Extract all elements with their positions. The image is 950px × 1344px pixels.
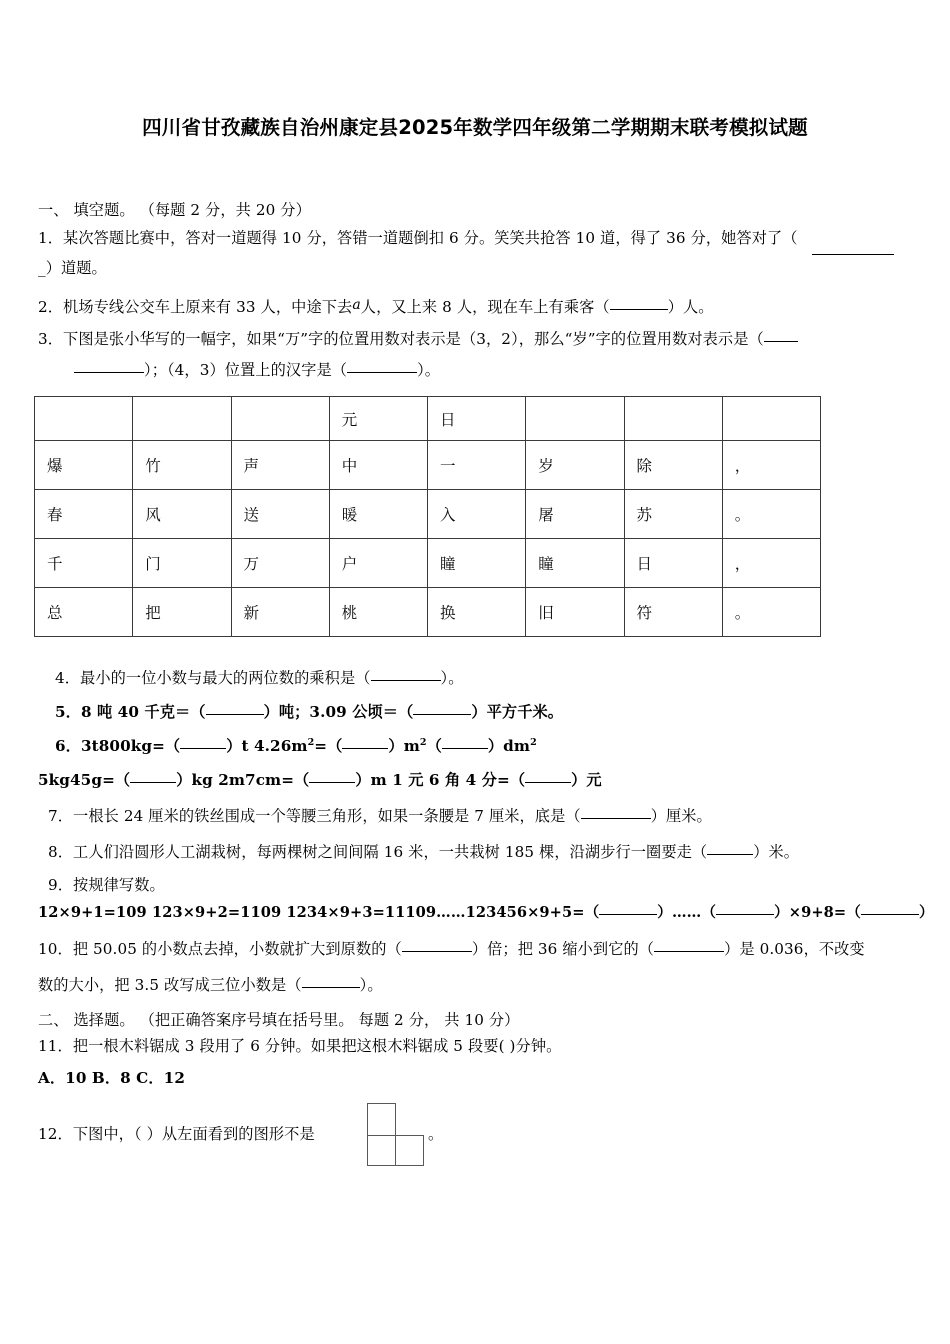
question-6-text-j: ）元 bbox=[571, 771, 602, 789]
question-2-tail: ）人。 bbox=[667, 298, 714, 316]
question-6-text-b: ）t 4.26m bbox=[226, 737, 308, 755]
question-10-text-c: ）是 0.036，不改变 bbox=[724, 940, 865, 958]
question-6-blank-e[interactable] bbox=[309, 771, 355, 783]
question-4-post: ）。 bbox=[440, 669, 464, 687]
question-6-line-1 bbox=[55, 736, 537, 756]
poem-character-grid bbox=[34, 396, 821, 637]
question-9-label: 9．按规律写数。 bbox=[48, 876, 165, 894]
question-6-blank-c[interactable] bbox=[442, 737, 488, 749]
question-7-blank[interactable] bbox=[581, 807, 651, 819]
grid-cell: 。 bbox=[722, 490, 820, 539]
grid-cell: 千 bbox=[35, 539, 133, 588]
question-6-blank-f[interactable] bbox=[525, 771, 571, 783]
question-3-blank-b[interactable] bbox=[347, 361, 417, 373]
question-6-text-g: 5kg45g=（ bbox=[38, 771, 131, 789]
grid-cell: 暖 bbox=[329, 490, 427, 539]
question-6-text-f: ）dm bbox=[487, 737, 531, 755]
question-8-post: ）米。 bbox=[753, 843, 800, 861]
question-10-line-2 bbox=[38, 975, 383, 995]
question-10-text-a: 10．把 50.05 的小数点去掉，小数就扩大到原数的（ bbox=[38, 940, 402, 958]
question-6-text-a: 6．3t800kg=（ bbox=[55, 737, 181, 755]
question-5-text-a: 5．8 吨 40 千克＝（ bbox=[55, 703, 206, 721]
question-3-blank-a-part1[interactable] bbox=[764, 330, 798, 342]
question-5-blank-a[interactable] bbox=[206, 703, 264, 715]
question-6-text-d: ）m bbox=[388, 737, 420, 755]
grid-cell: 旧 bbox=[526, 588, 624, 637]
grid-cell: 风 bbox=[133, 490, 231, 539]
question-2-post: 人，又上来 8 人，现在车上有乘客（ bbox=[360, 298, 610, 316]
question-9-seq-a: 12×9+1=109 123×9+2=1109 1234×9+3=11109……123456×9+5=（ bbox=[38, 904, 600, 921]
question-1-blank-a[interactable] bbox=[812, 243, 894, 255]
question-6-blank-a[interactable] bbox=[180, 737, 226, 749]
cube-view-figure bbox=[367, 1103, 424, 1166]
question-3-text-3: ）。 bbox=[417, 361, 441, 379]
grid-cell: 一 bbox=[428, 441, 526, 490]
question-5-text-b: ）吨；3.09 公顷＝（ bbox=[263, 703, 414, 721]
question-6-blank-b[interactable] bbox=[342, 737, 388, 749]
grid-cell: 春 bbox=[35, 490, 133, 539]
superscript-2: 2 bbox=[307, 736, 315, 748]
table-row bbox=[35, 441, 821, 490]
question-4 bbox=[55, 668, 464, 688]
cube-square-top-left bbox=[367, 1103, 396, 1136]
grid-cell: ， bbox=[722, 441, 820, 490]
question-9-seq-b: ）……（ bbox=[657, 904, 717, 921]
question-12 bbox=[38, 1124, 315, 1144]
question-10-blank-c[interactable] bbox=[302, 976, 360, 988]
cube-square-bottom-left bbox=[367, 1135, 396, 1166]
question-4-pre: 4．最小的一位小数与最大的两位数的乘积是（ bbox=[55, 669, 371, 687]
question-9-blank-a[interactable] bbox=[599, 903, 657, 915]
grid-cell bbox=[624, 397, 722, 441]
cube-square-bottom-right bbox=[395, 1135, 424, 1166]
superscript-2: 2 bbox=[530, 736, 537, 748]
superscript-2: 2 bbox=[419, 736, 427, 748]
question-1-line-1: 1．某次答题比赛中，答对一道题得 10 分，答错一道题倒扣 6 分。笑笑共抢答 10 道，得了 36 分，她答对了（ bbox=[38, 229, 798, 247]
grid-cell bbox=[231, 397, 329, 441]
question-2-pre: 2．机场专线公交车上原来有 33 人，中途下去 bbox=[38, 298, 353, 316]
question-6-text-i: ）m 1 元 6 角 4 分=（ bbox=[355, 771, 526, 789]
grid-cell: 桃 bbox=[329, 588, 427, 637]
question-10-text-b: ）倍；把 36 缩小到它的（ bbox=[471, 940, 655, 958]
grid-cell: 。 bbox=[722, 588, 820, 637]
grid-cell: 爆 bbox=[35, 441, 133, 490]
grid-cell: 元 bbox=[329, 397, 427, 441]
grid-cell: 瞳 bbox=[428, 539, 526, 588]
question-9-seq-d: ） bbox=[918, 904, 934, 921]
question-5 bbox=[55, 702, 563, 722]
grid-cell: 除 bbox=[624, 441, 722, 490]
grid-cell: 苏 bbox=[624, 490, 722, 539]
grid-cell: 竹 bbox=[133, 441, 231, 490]
question-6-line-2 bbox=[38, 770, 602, 790]
grid-cell: 把 bbox=[133, 588, 231, 637]
grid-cell: 日 bbox=[428, 397, 526, 441]
grid-cell: 屠 bbox=[526, 490, 624, 539]
question-5-blank-b[interactable] bbox=[413, 703, 471, 715]
grid-cell: 日 bbox=[624, 539, 722, 588]
question-7-post: ）厘米。 bbox=[650, 807, 712, 825]
question-6-text-c: =（ bbox=[314, 737, 343, 755]
grid-cell bbox=[35, 397, 133, 441]
question-6-blank-d[interactable] bbox=[130, 771, 176, 783]
grid-cell: 入 bbox=[428, 490, 526, 539]
grid-cell: 送 bbox=[231, 490, 329, 539]
question-9-sequence bbox=[38, 903, 934, 923]
question-8-pre: 8．工人们沿圆形人工湖栽树，每两棵树之间间隔 16 米，一共栽树 185 棵，沿湖步行一圈要走（ bbox=[48, 843, 708, 861]
grid-cell: 门 bbox=[133, 539, 231, 588]
section-heading-fill-in-blanks: 一、 填空题。 （每题 2 分，共 20 分） bbox=[38, 201, 311, 219]
grid-cell: 总 bbox=[35, 588, 133, 637]
question-3-text-1: 3．下图是张小华写的一幅字，如果“万”字的位置用数对表示是（3，2），那么“岁”字的位置用数对表示是（ bbox=[38, 330, 764, 348]
table-row bbox=[35, 588, 821, 637]
grid-cell: 新 bbox=[231, 588, 329, 637]
grid-cell: 瞳 bbox=[526, 539, 624, 588]
question-7-pre: 7．一根长 24 厘米的铁丝围成一个等腰三角形，如果一条腰是 7 厘米，底是（ bbox=[48, 807, 581, 825]
section-heading-multiple-choice: 二、 选择题。 （把正确答案序号填在括号里。 每题 2 分， 共 10 分） bbox=[38, 1011, 520, 1029]
question-11: 11．把一根木料锯成 3 段用了 6 分钟。如果把这根木料锯成 5 段要( )分钟。 bbox=[38, 1037, 562, 1055]
question-10-line-1 bbox=[38, 939, 865, 959]
table-row bbox=[35, 490, 821, 539]
question-8-blank[interactable] bbox=[707, 843, 753, 855]
question-5-text-c: ）平方千米。 bbox=[471, 703, 564, 721]
question-10-blank-b[interactable] bbox=[654, 940, 724, 952]
question-3-blank-a-part2[interactable] bbox=[74, 361, 144, 373]
question-2-blank[interactable] bbox=[610, 298, 668, 310]
table-row bbox=[35, 397, 821, 441]
grid-cell bbox=[133, 397, 231, 441]
grid-cell: 岁 bbox=[526, 441, 624, 490]
page-title: 四川省甘孜藏族自治州康定县2025年数学四年级第二学期期末联考模拟试题 bbox=[142, 116, 808, 139]
grid-cell: 符 bbox=[624, 588, 722, 637]
question-6-text-e: （ bbox=[426, 737, 442, 755]
question-10-text-d: 数的大小，把 3.5 改写成三位小数是（ bbox=[38, 976, 302, 994]
question-9-blank-b[interactable] bbox=[716, 903, 774, 915]
question-9-blank-c[interactable] bbox=[861, 903, 919, 915]
grid-cell: 换 bbox=[428, 588, 526, 637]
grid-cell: 声 bbox=[231, 441, 329, 490]
question-10-text-e: ）。 bbox=[359, 976, 383, 994]
question-3-line-2 bbox=[74, 360, 440, 380]
question-10-blank-a[interactable] bbox=[402, 940, 472, 952]
grid-cell: 户 bbox=[329, 539, 427, 588]
question-8 bbox=[48, 842, 799, 862]
table-row bbox=[35, 539, 821, 588]
question-12-pre: 12．下图中，（ ）从左面看到的图形不是 bbox=[38, 1125, 315, 1143]
question-9-seq-c: ）×9+8=（ bbox=[774, 904, 861, 921]
grid-cell bbox=[722, 397, 820, 441]
question-3-line-1 bbox=[38, 329, 798, 349]
grid-cell: 中 bbox=[329, 441, 427, 490]
question-2 bbox=[38, 297, 714, 318]
question-6-text-h: ）kg 2m7cm=（ bbox=[176, 771, 310, 789]
question-2-variable: a bbox=[352, 297, 361, 313]
question-12-post: 。 bbox=[428, 1125, 444, 1143]
question-7 bbox=[48, 806, 712, 826]
question-4-blank[interactable] bbox=[371, 669, 441, 681]
grid-cell: ， bbox=[722, 539, 820, 588]
question-3-text-2: ）；（4，3）位置上的汉字是（ bbox=[144, 361, 348, 379]
question-1-line-2: _）道题。 bbox=[38, 259, 107, 277]
question-11-options[interactable]: A．10 B．8 C．12 bbox=[38, 1069, 185, 1087]
grid-cell: 万 bbox=[231, 539, 329, 588]
grid-cell bbox=[526, 397, 624, 441]
